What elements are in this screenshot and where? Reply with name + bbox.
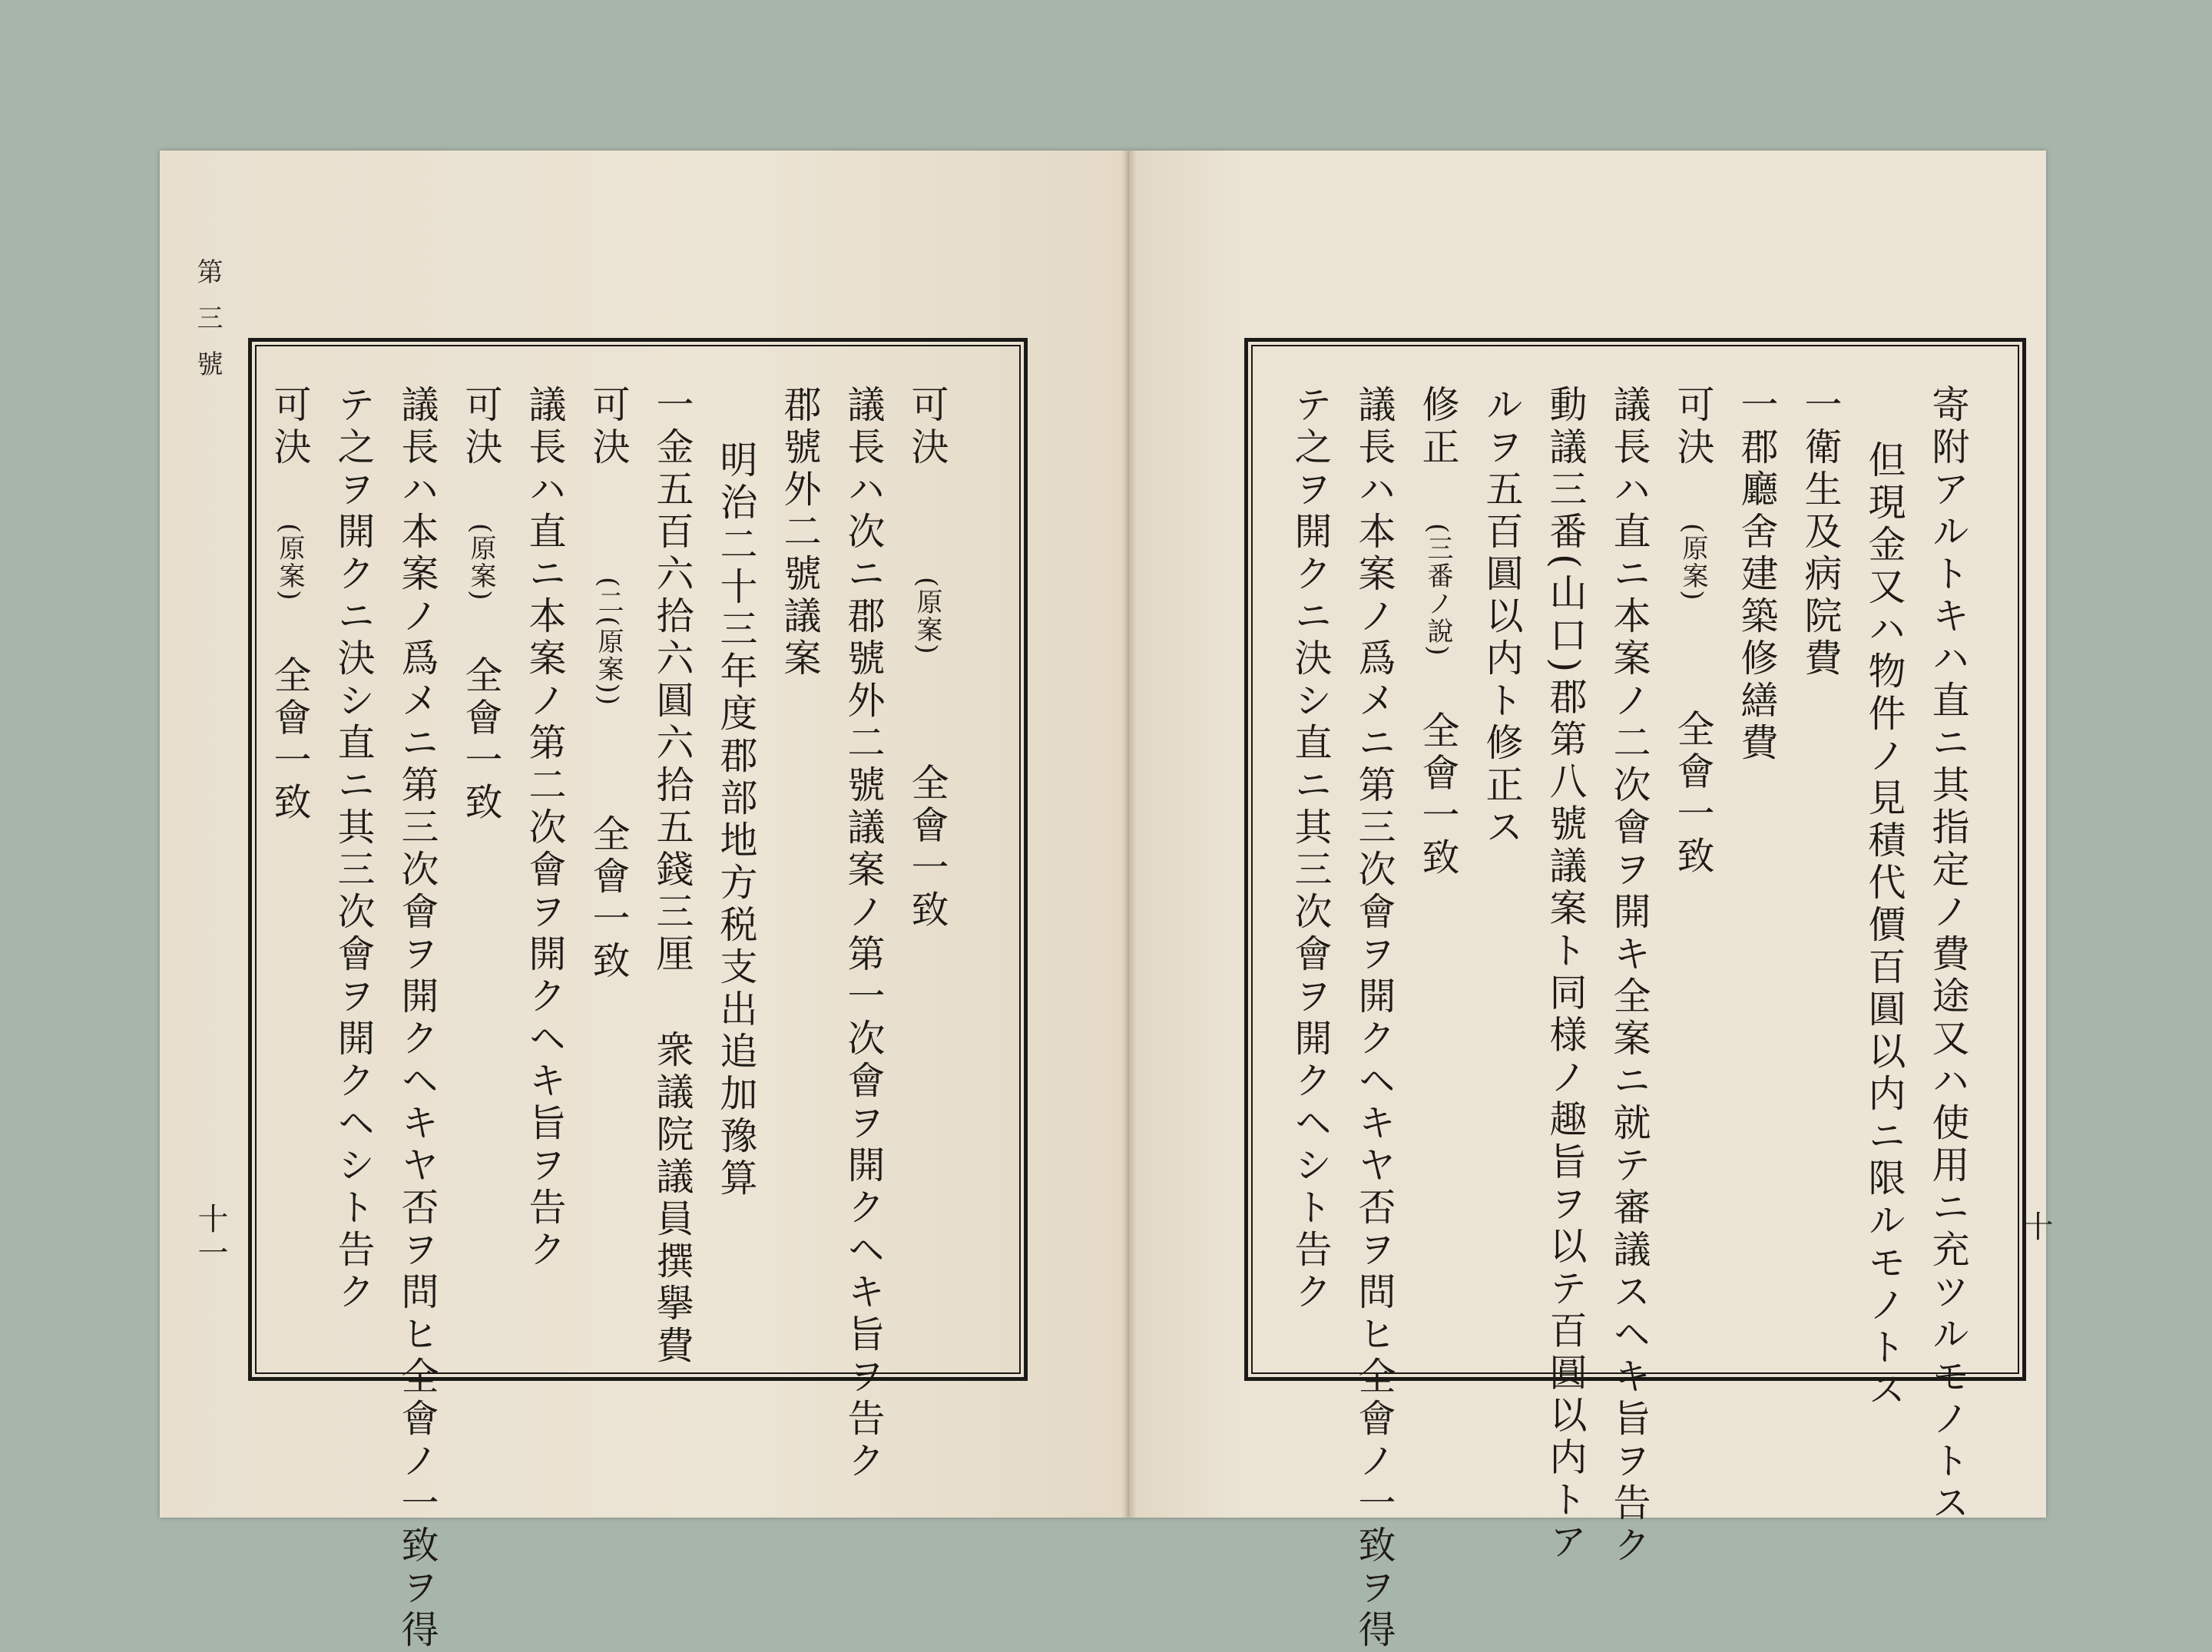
text-column: 一衛生及病院費 <box>1799 385 1843 680</box>
right-columns <box>1279 342 1980 1652</box>
running-header: 第三號 <box>192 258 223 396</box>
resolution-note: (原案) <box>274 523 305 602</box>
left-text-frame <box>248 338 1028 1652</box>
resolution-note: (三番ノ說) <box>1422 523 1453 657</box>
text-column <box>449 342 513 1377</box>
text-column <box>577 342 641 1377</box>
left-columns <box>258 342 959 1652</box>
text-column: テ之ヲ開クニ決シ直ニ其三次會ヲ開クヘシト告ク <box>1289 385 1333 1314</box>
page-number-right: 十 <box>2018 1210 2053 1244</box>
resolution-note: (原案) <box>465 523 496 602</box>
gutter <box>1121 151 1137 1518</box>
vote-result: 全會一致 <box>1671 709 1715 879</box>
text-column: 議長ハ直ニ本案ノ二次會ヲ開キ全案ニ就テ審議スヘキ旨ヲ告ク <box>1608 385 1651 1568</box>
text-column: 明治二十三年度郡部地方税支出追加豫算 <box>714 440 758 1200</box>
text-column: 議長ハ本案ノ爲メニ第三次會ヲ開クヘキヤ否ヲ問ヒ全會ノ一致ヲ得 <box>396 385 439 1652</box>
text-column: 但現金又ハ物件ノ見積代價百圓以内ニ限ルモノトス <box>1863 440 1906 1412</box>
text-column <box>258 342 322 1377</box>
text-column: テ之ヲ開クニ決シ直ニ其三次會ヲ開クヘシト告ク <box>332 385 376 1314</box>
resolution-note: (原案) <box>912 577 942 656</box>
book-spread <box>160 151 2053 1652</box>
text-column <box>1406 342 1470 1377</box>
vote-result: 全會一致 <box>1416 710 1460 880</box>
resolution-label: 可決 <box>1671 385 1715 469</box>
text-column: 郡號外二號議案 <box>778 385 822 680</box>
resolution-label: 可決 <box>268 385 312 469</box>
text-column: ルヲ五百圓以内ト修正ス <box>1480 385 1524 849</box>
resolution-label: 修正 <box>1416 385 1460 469</box>
resolution-label: 可決 <box>906 385 949 469</box>
text-column: 議長ハ直ニ本案ノ第二次會ヲ開クヘキ旨ヲ告ク <box>523 385 567 1272</box>
budget-item: 衆議院議員撰擧費 <box>651 1030 694 1368</box>
vote-result: 全會一致 <box>459 655 503 825</box>
text-column: 一郡廳舍建築修繕費 <box>1735 385 1779 765</box>
text-column: 寄附アルトキハ直ニ其指定ノ費途又ハ使用ニ充ツルモノトス <box>1926 385 1970 1525</box>
text-column: 議長ハ本案ノ爲メニ第三次會ヲ開クヘキヤ否ヲ問ヒ全會ノ一致ヲ得 <box>1353 385 1396 1652</box>
amount-line: 一金五百六拾六圓六拾五錢三厘 <box>651 385 694 976</box>
text-column: 議長ハ次ニ郡號外二號議案ノ第一次會ヲ開クヘキ旨ヲ告ク <box>842 385 886 1483</box>
right-text-frame <box>1244 338 2026 1652</box>
resolution-note: (原案) <box>1677 523 1708 602</box>
text-column <box>896 342 959 1377</box>
vote-result: 全會一致 <box>587 814 631 984</box>
vote-result: 全會一致 <box>906 763 949 932</box>
text-column <box>1661 342 1725 1377</box>
resolution-label: 可決 <box>587 385 631 469</box>
vote-result: 全會一致 <box>268 655 312 825</box>
resolution-note: (二(原案)) <box>593 577 624 707</box>
text-column <box>641 342 704 1377</box>
text-column: 動議三番(山口)郡第八號議案ト同様ノ趣旨ヲ以テ百圓以内トア <box>1544 385 1588 1564</box>
page-number-left: 十一 <box>193 1203 228 1270</box>
resolution-label: 可決 <box>459 385 503 469</box>
